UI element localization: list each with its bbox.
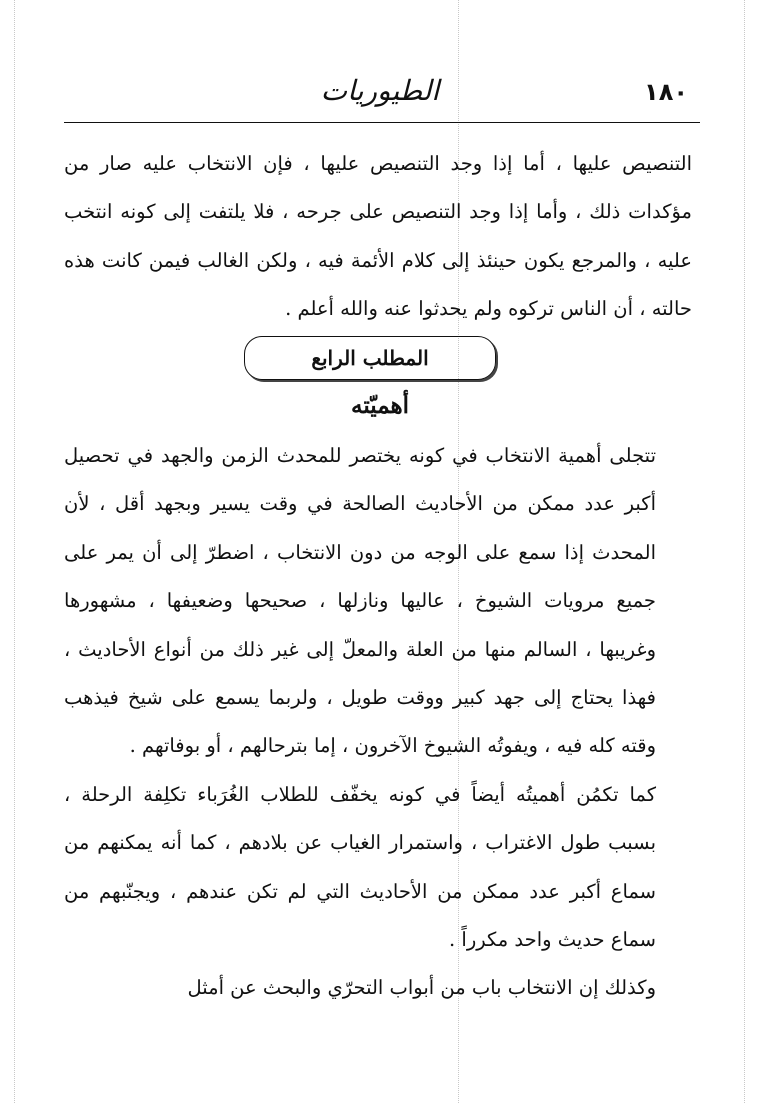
fold-line bbox=[744, 0, 745, 1103]
paragraph: تتجلى أهمية الانتخاب في كونه يختصر للمحدث الزمن والجهد في تحصيل أكبر عدد ممكن من الأحاديث الصالحة في وقت يسير وبجهد أقل ، لأن المحدث إذا سمع على الوجه من دون الانتخاب ، اضطرّ إلى أن يمر على جميع مرويات الشيوخ ، عاليها ونازلها ، صحيحها وضعيفها ، مشهورها وغريبها ، السالم منها من العلة والمعلّ إلى غير ذلك من أنواع الأحاديث ، فهذا يحتاج إلى جهد كبير ووقت طويل ، ولربما يسمع على شيخ فيذهب وقته كله فيه ، ويفوتُه الشيوخ الآخرون ، إما بترحالهم ، أو بوفاتهم . bbox=[64, 444, 656, 758]
paragraph: التنصيص عليها ، أما إذا وجد التنصيص عليها ، فإن الانتخاب عليه صار من مؤكدات ذلك ، وأما إذا وجد التنصيص على جرحه ، فلا يلتفت إلى كونه انتخب عليه ، والمرجع يكون حينئذ إلى كلام الأئمة فيه ، ولكن الغالب فيمن كانت هذه حالته ، أن الناس تركوه ولم يحدثوا عنه والله أعلم . bbox=[64, 152, 692, 321]
section-title: أهميّته bbox=[350, 392, 410, 419]
header-rule bbox=[64, 122, 700, 123]
body-text bbox=[64, 432, 692, 1013]
intro-text bbox=[64, 140, 692, 334]
page-header bbox=[72, 70, 688, 122]
fold-line bbox=[14, 0, 15, 1103]
page-number: ١٨٠ bbox=[644, 78, 688, 106]
paragraph: كما تكمُن أهميتُه أيضاً في كونه يخفّف للطلاب الغُرَباء تكلِفة الرحلة ، بسبب طول الاغتراب ، واستمرار الغياب عن بلادهم ، كما أنه يمكنهم من سماع أكبر عدد ممكن من الأحاديث التي لم تكن عندهم ، ويجنّبهم من سماع حديث واحد مكرراً . bbox=[64, 782, 656, 952]
running-title: الطيوريات bbox=[320, 74, 440, 107]
section-label-box bbox=[244, 336, 496, 380]
section-label: المطلب الرابع bbox=[311, 346, 429, 370]
paragraph: وكذلك إن الانتخاب باب من أبواب التحرّي والبحث عن أمثل bbox=[187, 976, 656, 1000]
